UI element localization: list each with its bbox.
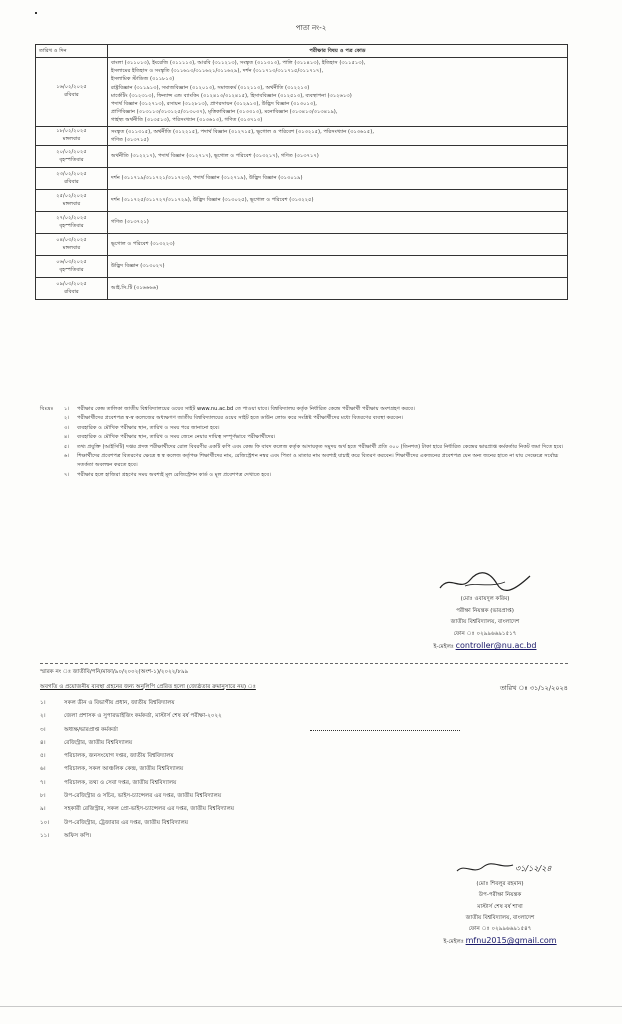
signature-scrawl [395, 570, 575, 594]
schedule-body [36, 58, 568, 300]
distribution-number: ৯। [40, 806, 46, 813]
distribution-item [40, 790, 460, 803]
memo-date: তারিখ ঃ ৩১/১২/২০২৪ [499, 684, 568, 692]
subject-column-header: পরীক্ষার বিষয় ও পত্র কোড [108, 45, 568, 58]
schedule-subjects-cell [108, 126, 568, 145]
exam-date: ০৪/০৩/২০২৫ [56, 237, 87, 244]
note-number: ৪। [64, 434, 70, 441]
schedule-row [36, 278, 568, 300]
subject-line: অর্থনীতি (৩১২২১৭), পদার্থ বিজ্ঞান (৩১২৭১৭), ভূগোল ও পরিবেশ (৩১৩২১৭), গণিত (৩১৩৭১৭) [111, 153, 319, 160]
memo-reference: স্মারক নং ঃ জাতীবি/পনি/মাফা/৯০/২০০২(অংশ-১)/২০২২/৮৯৯ [40, 669, 189, 675]
schedule-subjects-cell [108, 212, 568, 234]
note-text: তথ্য প্রযুক্তি (আইসিটি) দপ্তর প্রদত্ত পরীক্ষার্থীদের রোল বিবরণীর একটি কপি এবং কেন্দ্র ফি বাবদ কলেজ কর্তৃক আদায়কৃত সমুদয় অর্থ হতে পরীক্ষার্থী প্রতি ৩০০ (তিনশত) টাকা হারে নির্ধারিত কেন্দ্রের ভারপ্রাপ্ত কর্মকর্তার নিকট জমা দিতে হবে। [77, 443, 564, 450]
subject-line: গণিত (৩১৩৭২১) [111, 219, 149, 226]
controller-email-line [395, 640, 575, 654]
distribution-text: উপ-রেজিস্ট্রার, ট্রেজারার এর দপ্তর, জাতীয় বিশ্ববিদ্যালয় [64, 819, 189, 826]
schedule-subjects-cell [108, 168, 568, 190]
distribution-item [40, 830, 460, 843]
distribution-text: পরিচালক, জনসংযোগ দপ্তর, জাতীয় বিশ্ববিদ্যালয় [64, 753, 174, 760]
distribution-item [40, 697, 460, 710]
distribution-item [40, 724, 460, 737]
note-item [40, 414, 568, 423]
schedule-row [36, 212, 568, 234]
distribution-text: অধ্যক্ষ/ভারপ্রাপ্ত কর্মকর্তা [64, 726, 118, 733]
distribution-number: ১১। [40, 832, 50, 839]
distribution-text: জেলা প্রশাসক ও সুপারভাইজিং কর্মকর্তা, মাস্টার্স শেষ বর্ষ পরীক্ষা-২০২২ [64, 713, 222, 720]
distribution-list [40, 697, 460, 843]
exam-schedule-table [35, 44, 568, 300]
distribution-number: ২। [40, 713, 46, 720]
exam-day: বৃহস্পতিবার [59, 266, 84, 273]
distribution-text: অফিস কপি। [64, 832, 92, 839]
note-number: ১। [64, 406, 70, 412]
note-label [40, 433, 64, 442]
distribution-item [40, 803, 460, 816]
note-number: ৩। [64, 424, 70, 431]
distribution-item [40, 710, 460, 723]
deputy-email-line [420, 935, 580, 948]
subject-line: সংস্কৃত (৩১১৩১৫), অর্থনীতি (৩১২২১৫), পদার্থ বিজ্ঞান (৩১২৭১৫), ভূগোল ও পরিবেশ (৩১৩২১৫), পরিসংখ্যান (৩১৩৬১৫), [111, 128, 374, 135]
distribution-number: ১০। [40, 819, 50, 826]
note-text: পরীক্ষার্থীদের প্রবেশপত্র স্ব-স্ব কলেজের অধ্যক্ষগণ জাতীয় বিশ্ববিদ্যালয়ের ওয়েব সাইট হতে ডাউন লোড করে সংশ্লিষ্ট পরীক্ষার্থীদের মধ্যে বিতরণের ব্যবস্থা করবেন। [77, 415, 404, 422]
deputy-title: উপ-পরীক্ষা নিয়ন্ত্রক [478, 892, 522, 899]
exam-date: ১৮/০২/২০২৫ [56, 128, 87, 135]
note-label [40, 443, 64, 452]
distribution-text: রেজিস্ট্রার, জাতীয় বিশ্ববিদ্যালয় [64, 739, 133, 746]
distribution-item [40, 763, 460, 776]
note-item [40, 443, 568, 452]
controller-name: (মোঃ ওবায়দুল করিম) [460, 596, 510, 602]
schedule-date-cell [36, 256, 108, 278]
subject-line: মার্কেটিং (৩১২৩১৩), ফিন্যান্স এন্ড ব্যাংকিং (৩১২৪১৩/৩১২৪১৫), হিসাববিজ্ঞান (৩১২৫১৩), ব্যবস্থাপনা (৩১২৬১৩) [111, 92, 352, 99]
subject-line: ইসলামের ইতিহাস ও সংস্কৃতি (৩১১৬১৩/৩১১৬২১/৩১১৬২৯), দর্শন (৩১১৭১৩/৩১১৭১৫/৩১১৭১৭), [111, 68, 324, 75]
fill-in-line [310, 724, 460, 731]
controller-email-link[interactable]: controller@nu.ac.bd [455, 641, 537, 650]
signature-date: ৩১/১২/২৪ [515, 864, 552, 873]
note-number: ৬। [64, 453, 70, 460]
subject-line: প্রাণিবিজ্ঞান (৩১৩১১৩/৩১৩১২৫/৩১৩০৩৭), মৃত্তিকাবিজ্ঞান (৩১৩৩১৩), মনোবিজ্ঞান (৩১৩৪১৩/৩১৩৪১৯), [111, 109, 338, 116]
exam-day: মঙ্গলবার [62, 244, 81, 251]
distribution-text: উপ-রেজিস্ট্রার ও সচিব, ভাইস-চ্যান্সেলর এর দপ্তর, জাতীয় বিশ্ববিদ্যালয় [64, 793, 222, 800]
distribution-text: পরিচালক, তথ্য ও সেবা দপ্তর, জাতীয় বিশ্ববিদ্যালয় [64, 779, 177, 786]
controller-email-label: ই-মেইলঃ [433, 644, 454, 650]
distribution-intro: অবগতি ও প্রয়োজনীয় ব্যবস্থা গ্রহনের জন্য অনুলিপি প্রেরিত হলো (জ্যেষ্ঠতার ক্রমানুসারে নয়) ঃ [40, 684, 256, 690]
note-item [40, 433, 568, 442]
schedule-date-cell [36, 146, 108, 168]
schedule-date-cell [36, 234, 108, 256]
exam-day: মঙ্গলবার [62, 135, 81, 142]
distribution-item [40, 737, 460, 750]
schedule-row [36, 234, 568, 256]
exam-date: ২৫/০২/২০২৫ [56, 193, 87, 200]
schedule-date-cell [36, 190, 108, 212]
schedule-row [36, 256, 568, 278]
handwritten-signature-icon [435, 570, 535, 594]
schedule-subjects-cell [108, 190, 568, 212]
exam-date: ২৩/০২/২০২৫ [56, 171, 87, 178]
exam-day: বৃহস্পতিবার [59, 156, 84, 163]
distribution-item [40, 777, 460, 790]
deputy-phone: ফোন ঃ ০২৯৯৬৬৯১৫৪৭ [468, 926, 532, 933]
deputy-branch: মাস্টার্স শেষ বর্ষ শাখা [477, 903, 523, 910]
exam-date: ০৯/০৩/২০২৫ [56, 281, 87, 288]
distribution-number: ৪। [40, 739, 46, 746]
notes-section [40, 405, 568, 480]
distribution-number: ৭। [40, 779, 46, 786]
schedule-date-cell [36, 58, 108, 127]
signature-scrawl-2 [420, 857, 580, 879]
distribution-number: ৮। [40, 793, 46, 800]
date-column-header: তারিখ ও দিন [36, 45, 108, 58]
note-number: ৭। [64, 471, 70, 478]
deputy-email-label: ই-মেইলঃ [443, 939, 464, 946]
note-item [40, 452, 568, 471]
note-text: শিক্ষার্থীদের প্রবেশপত্র বিতরণের ক্ষেত্রে স্ব স্ব কলেজ কর্তৃপক্ষ শিক্ষার্থীদের নাম, রেজিস্ট্রেশন নম্বর এবং পিতা ও মাতার নাম অবশ্যই যাচাই করে বিতরণ করবেন। শিক্ষার্থীদের একজনের প্রবেশপত্র যেন অন্য জনের হাতে না যায় সেক্ষেত্রে সর্বোচ্চ সতর্কতা অবলম্বন করতে হবে। [77, 453, 559, 469]
subject-line: গার্হস্থ্য অর্থনীতি (৩১৩৫১৩), পরিসংখ্যান (৩১৩৬১৩), গণিত (৩১৩৭১৩) [111, 117, 263, 124]
subject-line: ইসলামিক স্টাডিজ (৩১১৮১৩) [111, 76, 175, 83]
deputy-org: জাতীয় বিশ্ববিদ্যালয়, বাংলাদেশ [465, 914, 535, 921]
schedule-row [36, 190, 568, 212]
note-label [40, 452, 64, 471]
controller-title: পরীক্ষা নিয়ন্ত্রক (ভারপ্রাপ্ত) [456, 607, 514, 614]
table-header-row [36, 45, 568, 58]
deputy-signature-block [420, 857, 580, 949]
distribution-text: সকল ডীন ও বিভাগীয় প্রধান, জাতীয় বিশ্ববিদ্যালয় [64, 700, 175, 706]
distribution-number: ৩। [40, 726, 46, 733]
exam-date: ১৬/০২/২০২৫ [56, 84, 87, 91]
distribution-number: ৬। [40, 766, 46, 773]
controller-signature-block [395, 570, 575, 654]
subject-line: দর্শন (৩১১৭১৯/৩১১৭২১/৩১১৭২৩), পদার্থ বিজ্ঞান (৩১২৭১৯), উদ্ভিদ বিজ্ঞান (৩১৩০১৯) [111, 175, 303, 182]
subject-line: দর্শন (৩১১৭২৫/৩১১৭২৭/৩১১৭২৯), উদ্ভিদ বিজ্ঞান (৩১৩০২৫), ভূগোল ও পরিবেশ (৩১৩২২৫) [111, 197, 314, 204]
schedule-row [36, 168, 568, 190]
exam-date: ০৬/০৩/২০২৫ [56, 259, 87, 266]
distribution-text: পরিচালক, সকল আঞ্চলিক কেন্দ্র, জাতীয় বিশ্ববিদ্যালয় [64, 766, 184, 773]
schedule-row [36, 146, 568, 168]
note-label: বিঃদ্রঃ [40, 406, 54, 412]
distribution-text: সহকারী রেজিস্ট্রার, সকল প্রো-ভাইস-চ্যান্সেলর এর দপ্তর, জাতীয় বিশ্ববিদ্যালয় [64, 806, 235, 813]
deputy-email-link[interactable]: mfnu2015@gmail.com [465, 936, 557, 946]
note-number: ৫। [64, 443, 70, 450]
exam-day: মঙ্গলবার [62, 200, 81, 207]
subject-line: উদ্ভিদ বিজ্ঞান (৩১৩০২৭) [111, 263, 165, 270]
schedule-date-cell [36, 278, 108, 300]
note-item [40, 405, 568, 414]
note-text: পরীক্ষার হলে হাজিরা গ্রহণের সময় অবশ্যই মূল রেজিস্ট্রেশন কার্ড ও মূল প্রবেশপত্র দেখাতে হবে। [77, 471, 271, 478]
controller-org: জাতীয় বিশ্ববিদ্যালয়, বাংলাদেশ [450, 619, 520, 625]
exam-day: রবিবার [64, 91, 79, 98]
note-text: পরীক্ষার কেন্দ্র তালিকা জাতীয় বিশ্ববিদ্যালয়ের ওয়েব সাইট www.nu.ac.bd তে পাওয়া যাবে। বিশ্ববিদ্যালয় কর্তৃক নির্ধারিত কেন্দ্রে পরীক্ষার্থী পরীক্ষায় অংশগ্রহণ করবে। [77, 406, 415, 412]
exam-day: রবিবার [64, 288, 79, 295]
distribution-number: ১। [40, 700, 46, 706]
distribution-item [40, 750, 460, 763]
note-label [40, 471, 64, 480]
subject-line: পদার্থ বিজ্ঞান (৩১২৭১৩), রসায়ন (৩১২৮১৩), প্রাণরসায়ন (৩১২৯১৩), উদ্ভিদ বিজ্ঞান (৩১৩০১৩), [111, 101, 317, 108]
page-number: পাতা নং-২ [295, 24, 327, 32]
schedule-row [36, 126, 568, 145]
subject-line: গণিত (৩১৩৭১৫) [111, 136, 149, 143]
note-label [40, 424, 64, 433]
subject-line: রাষ্ট্রবিজ্ঞান (৩১১৯১৩), সমাজবিজ্ঞান (৩১২০১৩), সমাজকর্ম (৩১২১১৩), অর্থনীতি (৩১২২১৩) [111, 84, 310, 91]
corner-mark [35, 12, 37, 14]
deputy-name: (মোঃ শিবলুর রহমান) [476, 881, 524, 887]
schedule-date-cell [36, 168, 108, 190]
exam-day: বৃহস্পতিবার [59, 222, 84, 229]
handwritten-signature-icon [455, 859, 515, 877]
note-text: ব্যবহারিক ও মৌখিক পরীক্ষার স্থান, তারিখ ও সময় জেনে নেয়ার দায়িত্ব সম্পূর্ণভাবে পরীক্ষার্থীদের। [77, 434, 276, 441]
exam-date: ২০/০২/২০২৫ [56, 149, 87, 156]
note-item [40, 471, 568, 480]
note-item [40, 424, 568, 433]
schedule-date-cell [36, 212, 108, 234]
schedule-row [36, 58, 568, 127]
note-text: ব্যবহারিক ও মৌখিক পরীক্ষার স্থান, তারিখ ও সময় পরে জানানো হবে। [77, 424, 220, 431]
schedule-date-cell [36, 126, 108, 145]
distribution-number: ৫। [40, 753, 46, 760]
schedule-subjects-cell [108, 58, 568, 127]
subject-line: আই.সি.টি (৩১৬৬৬৬) [111, 285, 159, 292]
exam-date: ২৭/০২/২০২৫ [56, 215, 87, 222]
footer-line [0, 1006, 622, 1007]
distribution-item [40, 817, 460, 830]
schedule-subjects-cell [108, 146, 568, 168]
exam-day: রবিবার [64, 178, 79, 185]
note-number: ২। [64, 415, 70, 422]
schedule-subjects-cell [108, 234, 568, 256]
subject-line: ভূগোল ও পরিবেশ (৩১৩২২৩) [111, 241, 175, 248]
schedule-subjects-cell [108, 256, 568, 278]
schedule-subjects-cell [108, 278, 568, 300]
subject-line: বাংলা (৩১১০১৩), ইংরেজি (৩১১১১৩), আরবি (৩১১২১৩), সংস্কৃত (৩১১৩১৩), পালি (৩১১৪১৩), ইতিহাস (৩১১৫১৩), [111, 60, 366, 66]
section-divider [40, 663, 568, 664]
controller-phone: ফোন ঃ ০২৯৯৬৬৯১৫১৭ [453, 630, 517, 637]
note-label [40, 414, 64, 423]
